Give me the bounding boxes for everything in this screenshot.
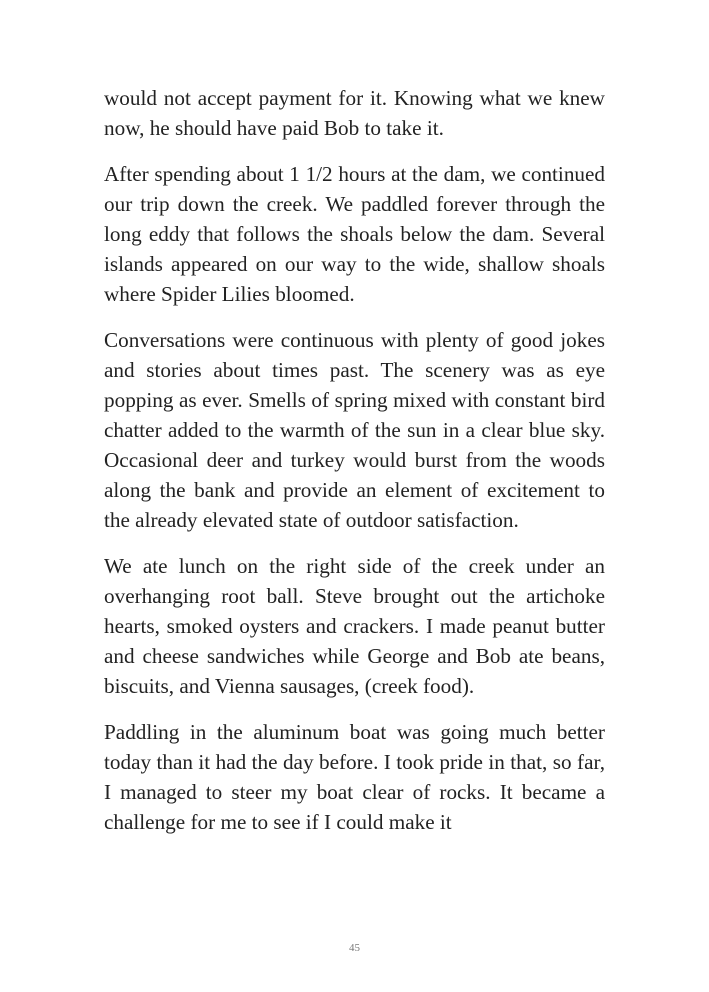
- paragraph-1: would not accept payment for it. Knowing what we knew now, he should have paid Bob to take it.: [104, 86, 605, 140]
- page-number: 45: [349, 942, 360, 954]
- paragraph-2: After spending about 1 1/2 hours at the dam, we continued our trip down the creek. We paddled forever through the long eddy that follows the shoals below the dam. Several islands appeared on our way to the wide, shallow shoals where Spider Lilies bloomed.: [104, 162, 605, 306]
- paragraph-5: Paddling in the aluminum boat was going much better today than it had the day before. I took pride in that, so far, I managed to steer my boat clear of rocks. It became a challenge for me to see if I could make it: [104, 720, 605, 834]
- paragraph-3: Conversations were continuous with plenty of good jokes and stories about times past. The scenery was as eye popping as ever. Smells of spring mixed with constant bird chatter added to the warmth of the sun in a clear blue sky. Occasional deer and turkey would burst from the woods along the bank and provide an element of excitement to the already elevated state of outdoor satisfaction.: [104, 328, 605, 532]
- body-text: [104, 83, 605, 853]
- paragraph-4: We ate lunch on the right side of the creek under an overhanging root ball. Steve brought out the artichoke hearts, smoked oysters and crackers. I made peanut butter and cheese sandwiches while George and Bob ate beans, biscuits, and Vienna sausages, (creek food).: [104, 554, 605, 698]
